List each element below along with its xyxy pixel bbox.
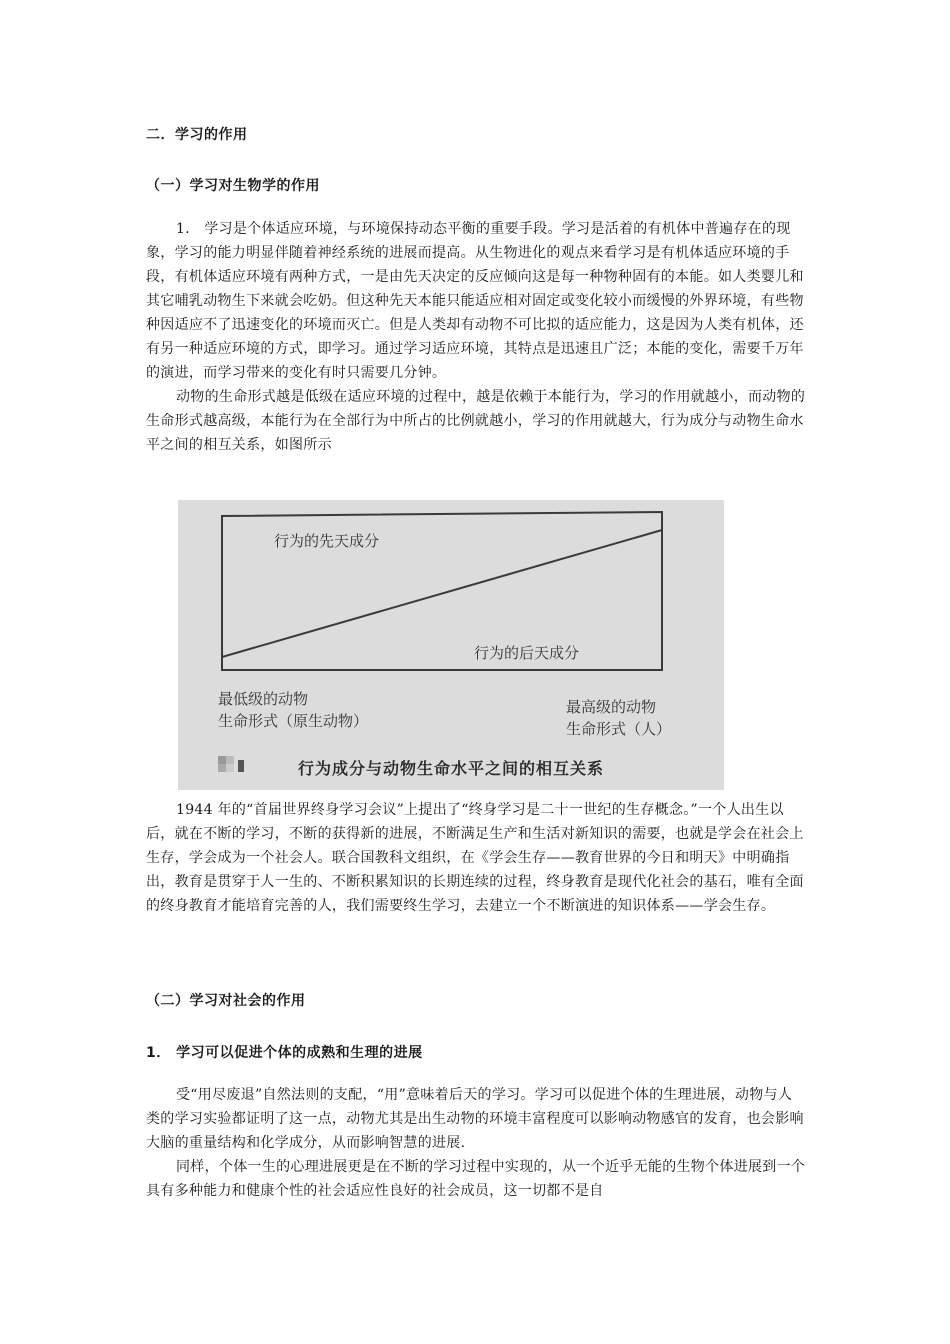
section-heading: 二．学习的作用: [146, 127, 248, 143]
sub-heading-society: （二）学习对社会的作用: [146, 993, 306, 1009]
text-block-3: [146, 1083, 806, 1203]
sub-heading-maturity: 1． 学习可以促进个体的成熟和生理的进展: [146, 1045, 423, 1061]
label-innate: 行为的先天成分: [274, 532, 380, 550]
label-highest-2: 生命形式（人）: [566, 720, 672, 738]
paragraph-psychology: 同样，个体一生的心理进展更是在不断的学习过程中实现的，从一个近乎无能的生物个体进展到一个具有多种能力和健康个性的社会适应性良好的社会成员，这一切都不是自: [146, 1159, 806, 1199]
text-block-2: [146, 798, 806, 918]
figure-caption: 行为成分与动物生命水平之间的相互关系: [298, 759, 605, 778]
sub-heading-biology: （一）学习对生物学的作用: [146, 178, 320, 194]
paragraph-life-forms: 动物的生命形式越是低级在适应环境的过程中，越是依赖于本能行为，学习的作用就越小，而动物的生命形式越高级，本能行为在全部行为中所占的比例就越小，学习的作用就越大，行为成分与动物生命水平之间的相互关系，如图所示: [146, 389, 806, 453]
label-lowest-2: 生命形式（原生动物）: [218, 712, 369, 730]
paragraph-lifelong-learning: 1944 年的“首届世界终身学习会议”上提出了“终身学习是二十一世纪的生存概念。”一个人出生以后，就在不断的学习，不断的获得新的进展，不断满足生产和生活对新知识的需要，也就是学会在社会上生存，学会成为一个社会人。联合国教科文组织，在《学会生存——教育世界的今日和明天》中明确指出，教育是贯穿于人一生的、不断积累知识的长期连续的过程，终身教育是现代化社会的基石，唯有全面的终身教育才能培育完善的人，我们需要终生学习，去建立一个不断演进的知识体系——学会生存。: [146, 802, 804, 914]
text-block-1: [146, 217, 806, 457]
paragraph-adaptation: 1． 学习是个体适应环境，与环境保持动态平衡的重要手段。学习是活着的有机体中普遍存在的现象，学习的能力明显伴随着神经系统的进展而提高。从生物进化的观点来看学习是有机体适应环境的手段，有机体适应环境有两种方式，一是由先天决定的反应倾向这是每一种物种固有的本能。如人类婴儿和其它哺乳动物生下来就会吃奶。但这种先天本能只能适应相对固定或变化较小而缓慢的外界环境，有些物种因适应不了迅速变化的环境而灭亡。但是人类却有动物不可比拟的适应能力，这是因为人类有机体，还有另一种适应环境的方式，即学习。通过学习适应环境，其特点是迅速且广泛；本能的变化，需要千万年的演进，而学习带来的变化有时只需要几分钟。: [146, 221, 804, 381]
behavior-components-figure: [178, 500, 724, 790]
label-highest-1: 最高级的动物: [566, 698, 657, 716]
label-acquired: 行为的后天成分: [474, 644, 580, 662]
label-lowest-1: 最低级的动物: [218, 690, 309, 708]
figure-number-mark: [218, 756, 244, 774]
figure-diagram: [178, 500, 724, 790]
paragraph-use-it: 受“用尽废退”自然法则的支配，“用”意味着后天的学习。学习可以促进个体的生理进展，动物与人类的学习实验都证明了这一点，动物尤其是出生动物的环境丰富程度可以影响动物感官的发育，也会影响大脑的重量结构和化学成分，从而影响智慧的进展.: [146, 1087, 804, 1151]
